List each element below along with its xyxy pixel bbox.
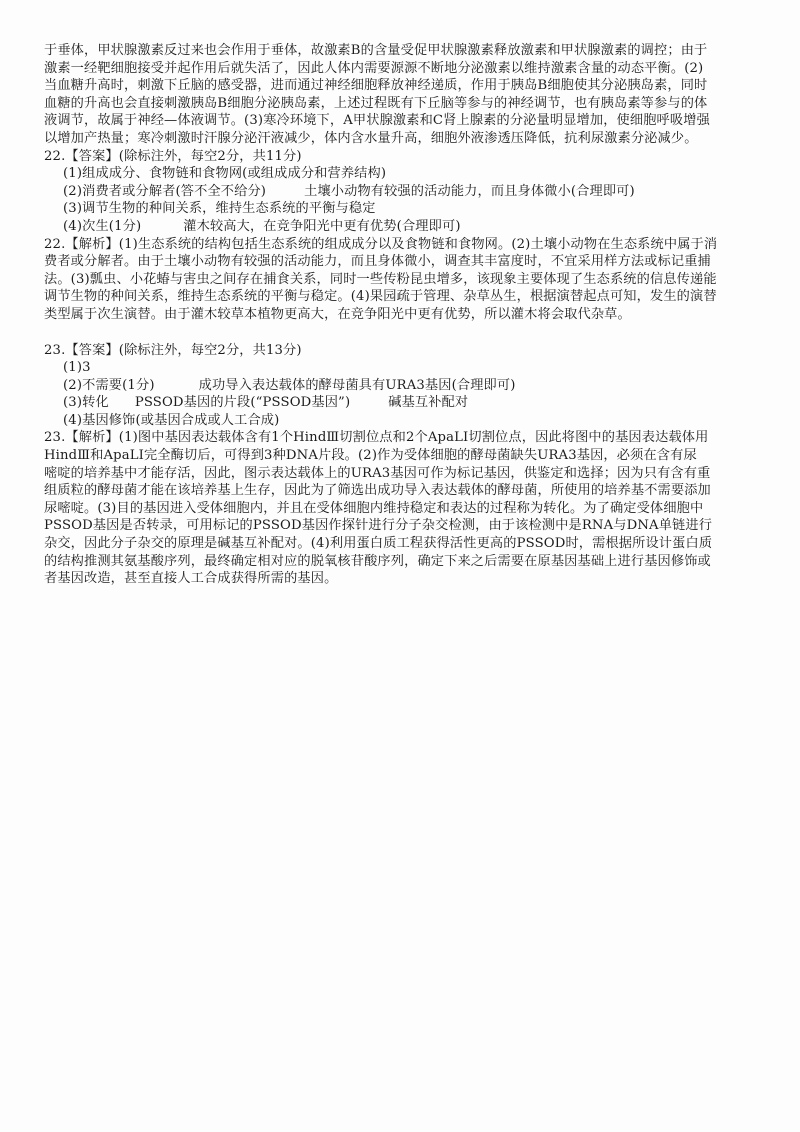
text-line: 法。(3)瓢虫、小花蝽与害虫之间存在捕食关系，同时一些传粉昆虫增多，该现象主要体现了生态系统的信息传递能 xyxy=(44,271,717,287)
text-line: 杂交，因此分子杂交的原理是碱基互补配对。(4)利用蛋白质工程获得活性更高的PSSOD时，需根据所设计蛋白质 xyxy=(44,536,713,552)
q22-answer-2 xyxy=(44,183,764,201)
q22-answer-1: (1)组成成分、食物链和食物网(或组成成分和营养结构) xyxy=(63,166,387,182)
q23-answer-4: (4)基因修饰(或基因合成或人工合成) xyxy=(63,412,280,428)
text-line: 调节生物的种间关系，维持生态系统的平衡与稳定。(4)果园疏于管理、杂草丛生，根据演替起点可知，发生的演替 xyxy=(44,289,717,305)
text-line: 激素一经靶细胞接受并起作用后就失活了，因此人体内需要源源不断地分泌激素以维持激素含量的动态平衡。(2) xyxy=(44,60,704,76)
q22-answer-4-right: 灌木较高大，在竞争阳光中更有优势(合理即可) xyxy=(183,218,461,234)
q22-answer-header: 22.【答案】(除标注外，每空2分，共11分) xyxy=(44,148,302,164)
q22-analysis xyxy=(44,236,764,324)
text-line: 的结构推测其氨基酸序列，最终确定相对应的脱氧核苷酸序列，确定下来之后需要在原基因基础上进行基因修饰或 xyxy=(44,553,711,569)
q22-answer-3: (3)调节生物的种间关系，维持生态系统的平衡与稳定 xyxy=(63,201,376,217)
text-line: 费者或分解者。由于土壤小动物有较强的活动能力，而且身体微小，调查其丰富度时，不宜采用样方法或标记重捕 xyxy=(44,254,711,270)
q23-answer-1: (1)3 xyxy=(63,360,91,376)
q23-answer-header: 23.【答案】(除标注外，每空2分，共13分) xyxy=(44,342,302,358)
q23-analysis xyxy=(44,429,764,587)
answer-content xyxy=(44,42,764,588)
text-line: 组质粒的酵母菌才能在该培养基上生存，因此为了筛选出成功导入表达载体的酵母菌，所使用的培养基不需要添加 xyxy=(44,483,711,499)
q23-answer-3-mid: PSSOD基因的片段(“PSSOD基因”) xyxy=(134,395,351,411)
text-line: 类型属于次生演替。由于灌木较草本植物更高大，在竞争阳光中更有优势，所以灌木将会取代杂草。 xyxy=(44,306,631,322)
q23-answer-2-left: (2)不需要(1分) xyxy=(63,377,155,393)
text-line: HindⅢ和ApaLⅠ完全酶切后，可得到3种DNA片段。(2)作为受体细胞的酵母菌缺失URA3基因，必须在含有尿 xyxy=(44,448,697,464)
q23-answer-3-left: (3)转化 xyxy=(63,395,109,411)
q23-answer-2 xyxy=(44,377,764,395)
q22-answer-4-left: (4)次生(1分) xyxy=(63,218,142,234)
q23-answer xyxy=(44,342,764,430)
q21-analysis-continued xyxy=(44,42,764,148)
text-line: 23.【解析】(1)图中基因表达载体含有1个HindⅢ切割位点和2个ApaLⅠ切割位点，因此将图中的基因表达载体用 xyxy=(44,430,709,446)
q22-answer-4 xyxy=(44,218,764,236)
q22-answer-2-left: (2)消费者或分解者(答不全不给分) xyxy=(63,183,267,199)
text-line: 液调节，故属于神经—体液调节。(3)寒冷环境下，A甲状腺激素和C肾上腺素的分泌量明显增加，使细胞呼吸增强 xyxy=(44,113,710,129)
q22-answer-2-right: 土壤小动物有较强的活动能力，而且身体微小(合理即可) xyxy=(304,183,635,199)
text-line: 22.【解析】(1)生态系统的结构包括生态系统的组成成分以及食物链和食物网。(2)土壤小动物在生态系统中属于消 xyxy=(44,236,718,252)
q23-answer-3 xyxy=(44,394,764,412)
q23-answer-3-right: 碱基互补配对 xyxy=(388,395,469,411)
text-line: 于垂体，甲状腺激素反过来也会作用于垂体，故激素B的含量受促甲状腺激素释放激素和甲状腺激素的调控；由于 xyxy=(44,43,708,58)
text-line: 以增加产热量；寒冷刺激时汗腺分泌汗液减少，体内含水量升高，细胞外液渗透压降低，抗利尿激素分泌减少。 xyxy=(44,130,698,146)
text-line: PSSOD基因是否转录，可用标记的PSSOD基因作探针进行分子杂交检测，由于该检测中是RNA与DNA单链进行 xyxy=(44,518,713,534)
text-line: 嘧啶的培养基中才能存活，因此，图示表达载体上的URA3基因可作为标记基因，供鉴定和选择；因为只有含有重 xyxy=(44,465,711,481)
q22-answer xyxy=(44,148,764,236)
text-line: 者基因改造，甚至直接人工合成获得所需的基因。 xyxy=(44,571,338,587)
text-line: 尿嘧啶。(3)目的基因进入受体细胞内，并且在受体细胞内维持稳定和表达的过程称为转化。为了确定受体细胞中 xyxy=(44,500,704,516)
text-line: 血糖的升高也会直接刺激胰岛B细胞分泌胰岛素，上述过程既有下丘脑等参与的神经调节，也有胰岛素等参与的体 xyxy=(44,95,708,111)
text-line: 当血糖升高时，刺激下丘脑的感受器，进而通过神经细胞释放神经递质，作用于胰岛B细胞使其分泌胰岛素，同时 xyxy=(44,78,708,94)
q23-answer-2-right: 成功导入表达载体的酵母菌具有URA3基因(合理即可) xyxy=(198,377,516,393)
